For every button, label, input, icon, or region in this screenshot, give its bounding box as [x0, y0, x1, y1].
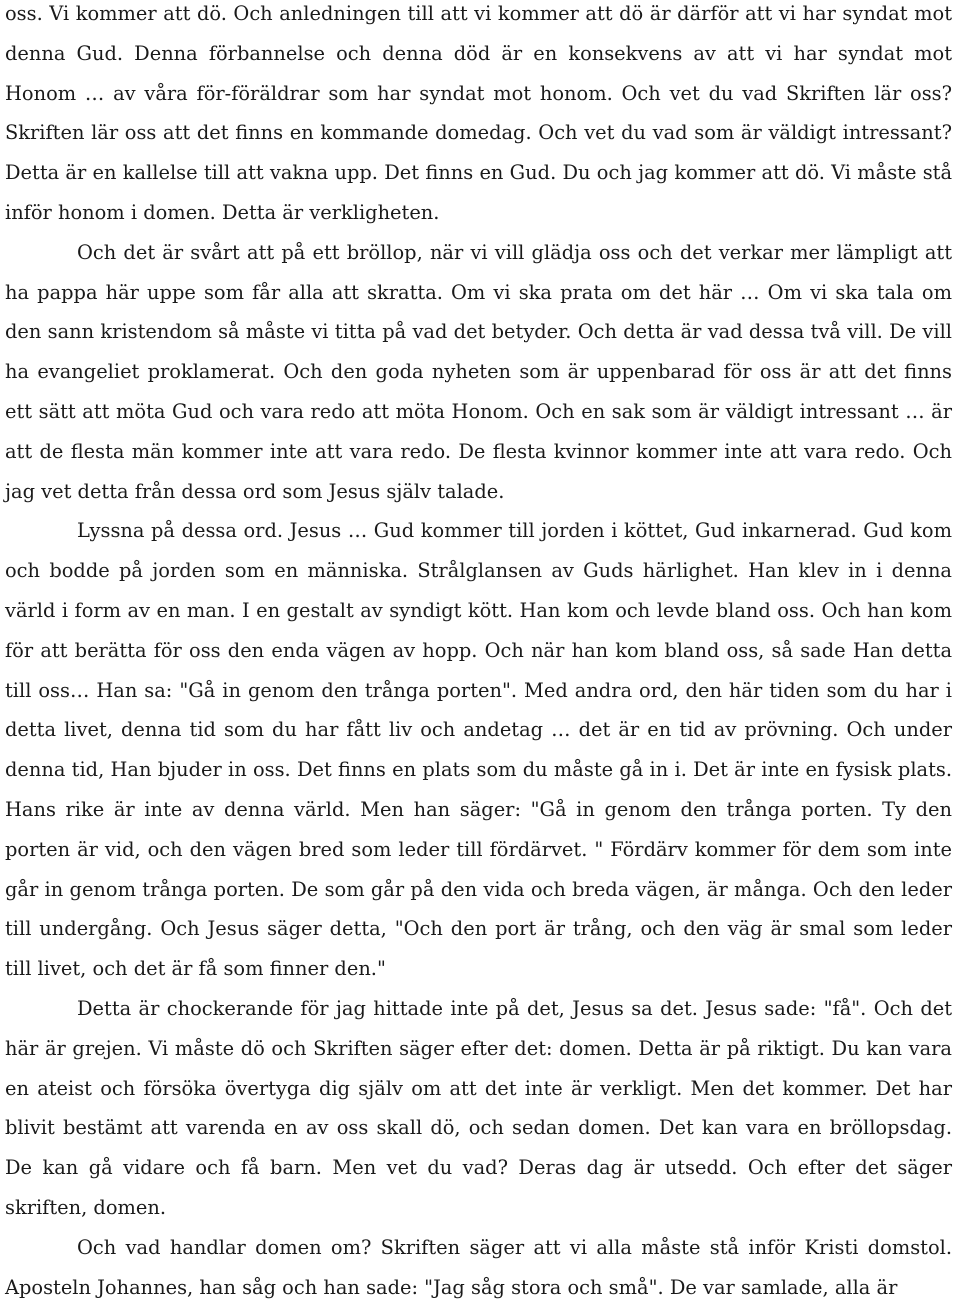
document-body [5, 0, 952, 1301]
paragraph-2: Och det är svårt att på ett bröllop, när vi vill glädja oss och det verkar mer lämpligt att ha pappa här uppe som får alla att skratta. Om vi ska prata om det här … Om vi ska tala om den sann kristendom så måste vi titta på vad det betyder. Och detta är vad dessa två vill. De vill ha evangeliet proklamerat. Och den goda nyheten som är uppenbarad för oss är att det finns ett sätt att möta Gud och vara redo att möta Honom. Och en sak som är väldigt intressant … är att de flesta män kommer inte att vara redo. De flesta kvinnor kommer inte att vara redo. Och jag vet detta från dessa ord som Jesus själv talade. [5, 240, 952, 503]
paragraph-3: Lyssna på dessa ord. Jesus … Gud kommer till jorden i köttet, Gud inkarnerad. Gud kom och bodde på jorden som en människa. Strålglansen av Guds härlighet. Han klev in i denna värld i form av en man. I en gestalt av syndigt kött. Han kom och levde bland oss. Och han kom för att berätta för oss den enda vägen av hopp. Och när han kom bland oss, så sade Han detta till oss… Han sa: "Gå in genom den trånga porten". Med andra ord, den här tiden som du har i detta livet, denna tid som du har fått liv och andetag … det är en tid av prövning. Och under denna tid, Han bjuder in oss. Det finns en plats som du måste gå in i. Det är inte en fysisk plats. Hans rike är inte av denna värld. Men han säger: "Gå in genom den trånga porten. Ty den porten är vid, och den vägen bred som leder till fördärvet. " Fördärv kommer för dem som inte går in genom trånga porten. De som går på den vida och breda vägen, är många. Och den leder till undergång. Och Jesus säger detta, "Och den port är trång, och den väg är smal som leder till livet, och det är få som finner den." [5, 519, 952, 981]
paragraph-1: oss. Vi kommer att dö. Och anledningen till att vi kommer att dö är därför att vi har syndat mot denna Gud. Denna förbannelse och denna död är en konsekvens av att vi har syndat mot Honom … av våra för-föräldrar som har syndat mot honom. Och vet du vad Skriften lär oss? Skriften lär oss att det finns en kommande domedag. Och vet du vad som är väldigt intressant? Detta är en kallelse till att vakna upp. Det finns en Gud. Du och jag kommer att dö. Vi måste stå inför honom i domen. Detta är verkligheten. [5, 2, 952, 224]
paragraph-5: Och vad handlar domen om? Skriften säger att vi alla måste stå inför Kristi domstol. Aposteln Johannes, han såg och han sade: "Jag såg stora och små". De var samlade, alla är [5, 1235, 952, 1299]
paragraph-4: Detta är chockerande för jag hittade inte på det, Jesus sa det. Jesus sade: "få". Och det här är grejen. Vi måste dö och Skriften säger efter det: domen. Detta är på riktigt. Du kan vara en ateist och försöka övertyga dig själv om att det inte är verkligt. Men det kommer. Det har blivit bestämt att varenda en av oss skall dö, och sedan domen. Det kan vara en bröllopsdag. De kan gå vidare och få barn. Men vet du vad? Deras dag är utsedd. Och efter det säger skriften, domen. [5, 996, 952, 1219]
